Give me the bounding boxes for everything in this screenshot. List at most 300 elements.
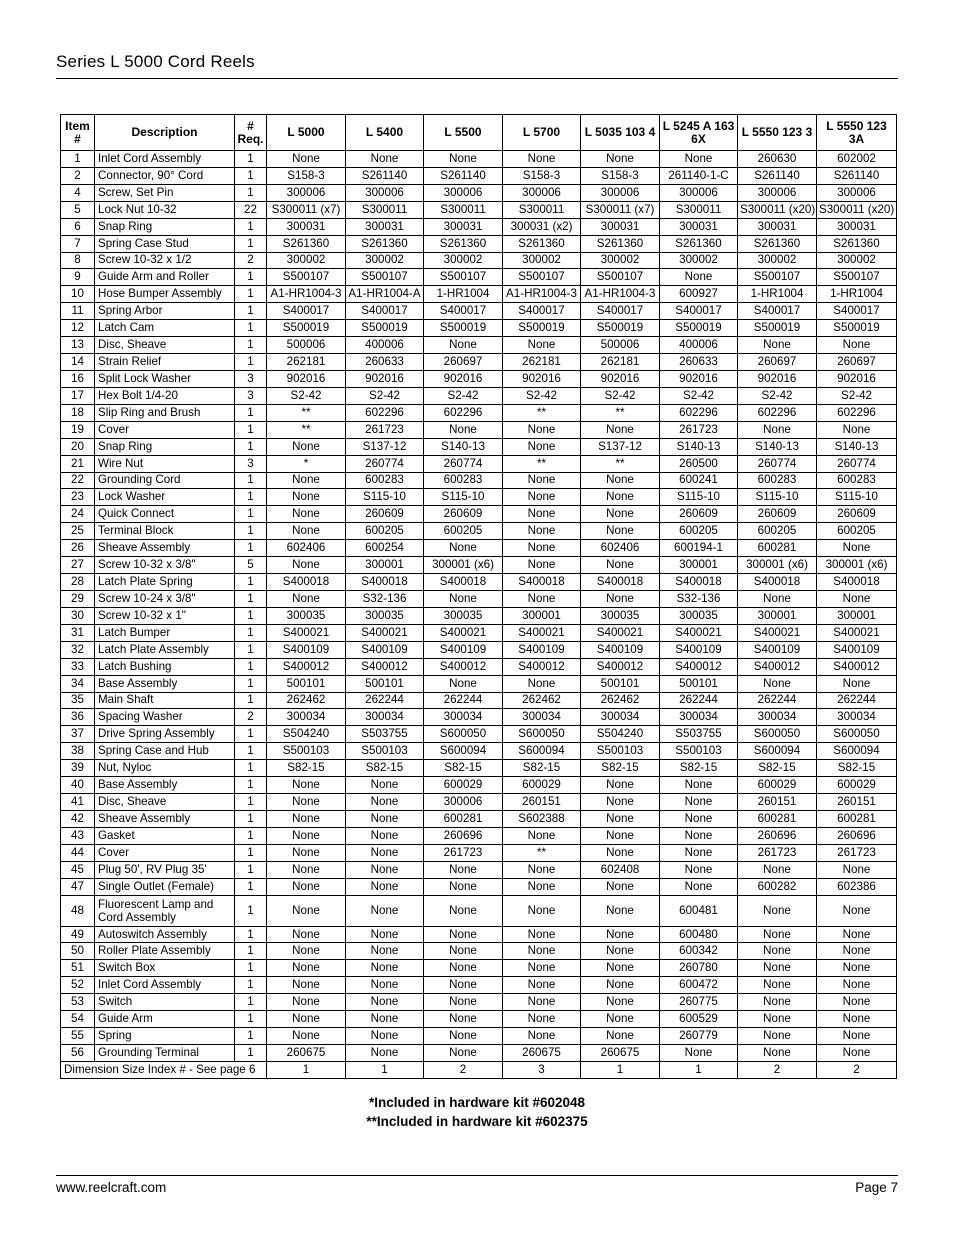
- table-cell-l-5700: 300031 (x2): [503, 218, 581, 235]
- table-cell-item-number: 24: [61, 506, 95, 523]
- table-cell-l-5550-123-3: None: [738, 1028, 817, 1045]
- table-cell-l-5400: None: [346, 861, 424, 878]
- table-cell-l-5000: None: [267, 926, 346, 943]
- table-row: [61, 895, 897, 926]
- table-cell-l-5000: *: [267, 455, 346, 472]
- column-header-l-5000: L 5000: [267, 115, 346, 151]
- table-cell-l-5000: S261360: [267, 235, 346, 252]
- table-row: [61, 286, 897, 303]
- table-cell-description: Inlet Cord Assembly: [95, 977, 235, 994]
- table-cell-l-5550-123-3a: 602002: [817, 151, 897, 168]
- table-cell-l-5400: S400018: [346, 574, 424, 591]
- table-cell-l-5550-123-3: 600281: [738, 540, 817, 557]
- table-cell-item-number: 19: [61, 421, 95, 438]
- table-cell-description: Slip Ring and Brush: [95, 404, 235, 421]
- table-cell-l-5700: None: [503, 895, 581, 926]
- table-row: [61, 252, 897, 269]
- table-cell-l-5245-a-163-6x: 300035: [660, 607, 738, 624]
- table-cell-l-5000: None: [267, 794, 346, 811]
- table-cell-quantity-required: 3: [235, 455, 267, 472]
- table-cell-item-number: 38: [61, 743, 95, 760]
- table-cell-l-5000: S400012: [267, 658, 346, 675]
- table-row: [61, 218, 897, 235]
- table-cell-l-5245-a-163-6x: 260609: [660, 506, 738, 523]
- table-cell-description: Fluorescent Lamp and Cord Assembly: [95, 895, 235, 926]
- table-cell-quantity-required: 1: [235, 960, 267, 977]
- table-cell-description: Cover: [95, 421, 235, 438]
- table-cell-l-5700: None: [503, 557, 581, 574]
- table-cell-item-number: 54: [61, 1011, 95, 1028]
- table-cell-item-number: 17: [61, 387, 95, 404]
- table-cell-item-number: 16: [61, 370, 95, 387]
- table-cell-description: Spring Case and Hub: [95, 743, 235, 760]
- table-row: [61, 354, 897, 371]
- table-cell-l-5400: None: [346, 794, 424, 811]
- table-cell-l-5550-123-3a: 261723: [817, 844, 897, 861]
- table-cell-description: Latch Bumper: [95, 624, 235, 641]
- table-cell-quantity-required: 1: [235, 777, 267, 794]
- table-cell-description: Connector, 90° Cord: [95, 167, 235, 184]
- table-cell-l-5400: None: [346, 895, 424, 926]
- table-cell-l-5700: S600094: [503, 743, 581, 760]
- table-cell-description: Switch: [95, 994, 235, 1011]
- table-cell-item-number: 9: [61, 269, 95, 286]
- table-row: [61, 994, 897, 1011]
- table-cell-l-5245-a-163-6x: 600472: [660, 977, 738, 994]
- table-cell-item-number: 32: [61, 641, 95, 658]
- table-cell-l-5035-103-4: S400012: [581, 658, 660, 675]
- table-cell-quantity-required: 1: [235, 218, 267, 235]
- table-cell-l-5035-103-4: None: [581, 895, 660, 926]
- table-cell-l-5700: None: [503, 506, 581, 523]
- table-cell-l-5550-123-3: 262244: [738, 692, 817, 709]
- table-cell-l-5035-103-4: None: [581, 827, 660, 844]
- table-cell-description: Drive Spring Assembly: [95, 726, 235, 743]
- table-cell-l-5500: None: [424, 861, 503, 878]
- table-cell-l-5700: None: [503, 960, 581, 977]
- table-cell-l-5550-123-3: None: [738, 1011, 817, 1028]
- table-cell-l-5035-103-4: 500006: [581, 337, 660, 354]
- table-cell-description: Inlet Cord Assembly: [95, 151, 235, 168]
- table-row: [61, 926, 897, 943]
- table-cell-l-5500: S300011: [424, 201, 503, 218]
- table-cell-l-5400: 260774: [346, 455, 424, 472]
- parts-table: [60, 114, 897, 1079]
- table-cell-l-5550-123-3a: S400017: [817, 303, 897, 320]
- table-cell-l-5245-a-163-6x: S400021: [660, 624, 738, 641]
- table-cell-l-5550-123-3a: S500107: [817, 269, 897, 286]
- dimension-size-value: 2: [738, 1061, 817, 1078]
- table-cell-l-5550-123-3a: None: [817, 675, 897, 692]
- table-cell-description: Split Lock Washer: [95, 370, 235, 387]
- table-cell-l-5700: S82-15: [503, 760, 581, 777]
- table-cell-l-5400: 262244: [346, 692, 424, 709]
- table-row: [61, 590, 897, 607]
- table-cell-quantity-required: 2: [235, 709, 267, 726]
- table-cell-l-5400: 300034: [346, 709, 424, 726]
- table-cell-l-5245-a-163-6x: S82-15: [660, 760, 738, 777]
- table-cell-l-5035-103-4: None: [581, 960, 660, 977]
- table-cell-l-5550-123-3a: None: [817, 421, 897, 438]
- table-cell-l-5000: None: [267, 878, 346, 895]
- table-cell-l-5000: A1-HR1004-3: [267, 286, 346, 303]
- dimension-size-value: 1: [346, 1061, 424, 1078]
- table-cell-description: Snap Ring: [95, 218, 235, 235]
- table-cell-l-5035-103-4: 262462: [581, 692, 660, 709]
- table-cell-description: Grounding Terminal: [95, 1045, 235, 1062]
- column-header-description: Description: [95, 115, 235, 151]
- table-cell-l-5550-123-3a: 602386: [817, 878, 897, 895]
- table-cell-l-5550-123-3a: None: [817, 540, 897, 557]
- table-cell-description: Latch Plate Assembly: [95, 641, 235, 658]
- footer-website[interactable]: www.reelcraft.com: [56, 1180, 167, 1195]
- table-cell-l-5550-123-3a: S82-15: [817, 760, 897, 777]
- table-cell-l-5500: S400012: [424, 658, 503, 675]
- table-cell-l-5035-103-4: 300034: [581, 709, 660, 726]
- table-cell-l-5245-a-163-6x: S300011: [660, 201, 738, 218]
- table-cell-l-5035-103-4: S400018: [581, 574, 660, 591]
- table-row: [61, 878, 897, 895]
- table-cell-l-5550-123-3a: 1-HR1004: [817, 286, 897, 303]
- table-cell-l-5550-123-3: S500107: [738, 269, 817, 286]
- table-cell-l-5700: 902016: [503, 370, 581, 387]
- table-cell-l-5550-123-3: None: [738, 943, 817, 960]
- table-cell-description: Spring Case Stud: [95, 235, 235, 252]
- table-cell-l-5000: None: [267, 960, 346, 977]
- table-cell-l-5700: 260675: [503, 1045, 581, 1062]
- table-cell-l-5035-103-4: S2-42: [581, 387, 660, 404]
- table-cell-item-number: 36: [61, 709, 95, 726]
- table-cell-l-5500: S400021: [424, 624, 503, 641]
- table-cell-l-5400: 600205: [346, 523, 424, 540]
- table-cell-quantity-required: 1: [235, 151, 267, 168]
- table-cell-l-5550-123-3a: 300006: [817, 184, 897, 201]
- page-number: Page 7: [855, 1180, 898, 1195]
- table-cell-quantity-required: 1: [235, 743, 267, 760]
- table-cell-l-5500: S82-15: [424, 760, 503, 777]
- table-cell-l-5550-123-3: 260151: [738, 794, 817, 811]
- table-cell-l-5700: 260151: [503, 794, 581, 811]
- table-cell-l-5700: None: [503, 151, 581, 168]
- table-cell-item-number: 11: [61, 303, 95, 320]
- table-cell-l-5550-123-3: 260630: [738, 151, 817, 168]
- table-cell-quantity-required: 1: [235, 895, 267, 926]
- table-cell-l-5035-103-4: 902016: [581, 370, 660, 387]
- table-cell-description: Screw, Set Pin: [95, 184, 235, 201]
- table-cell-quantity-required: 1: [235, 607, 267, 624]
- table-cell-item-number: 23: [61, 489, 95, 506]
- table-cell-l-5500: 902016: [424, 370, 503, 387]
- table-cell-l-5245-a-163-6x: S500019: [660, 320, 738, 337]
- table-cell-l-5000: 262462: [267, 692, 346, 709]
- table-cell-item-number: 44: [61, 844, 95, 861]
- table-cell-l-5700: None: [503, 675, 581, 692]
- table-cell-description: Sheave Assembly: [95, 810, 235, 827]
- table-cell-quantity-required: 1: [235, 235, 267, 252]
- table-row: [61, 455, 897, 472]
- table-cell-item-number: 42: [61, 810, 95, 827]
- table-cell-l-5035-103-4: None: [581, 506, 660, 523]
- table-cell-l-5700: S300011: [503, 201, 581, 218]
- table-cell-l-5245-a-163-6x: 602296: [660, 404, 738, 421]
- table-cell-item-number: 55: [61, 1028, 95, 1045]
- table-cell-quantity-required: 1: [235, 523, 267, 540]
- table-row: [61, 641, 897, 658]
- table-cell-l-5000: None: [267, 151, 346, 168]
- table-cell-quantity-required: 3: [235, 370, 267, 387]
- table-row: [61, 201, 897, 218]
- table-cell-l-5550-123-3: None: [738, 861, 817, 878]
- table-cell-description: Roller Plate Assembly: [95, 943, 235, 960]
- table-cell-l-5245-a-163-6x: 300006: [660, 184, 738, 201]
- table-cell-l-5000: None: [267, 844, 346, 861]
- table-cell-l-5000: S400021: [267, 624, 346, 641]
- column-header-l-5035-103-4: L 5035 103 4: [581, 115, 660, 151]
- table-cell-l-5000: 300035: [267, 607, 346, 624]
- note-hardware-kit-2: **Included in hardware kit #602375: [366, 1114, 588, 1129]
- table-cell-l-5000: 602406: [267, 540, 346, 557]
- table-cell-l-5000: None: [267, 590, 346, 607]
- table-cell-item-number: 14: [61, 354, 95, 371]
- table-cell-quantity-required: 1: [235, 438, 267, 455]
- table-cell-description: Cover: [95, 844, 235, 861]
- table-cell-l-5000: S504240: [267, 726, 346, 743]
- table-cell-item-number: 53: [61, 994, 95, 1011]
- table-cell-l-5000: None: [267, 861, 346, 878]
- table-cell-l-5000: None: [267, 827, 346, 844]
- table-cell-quantity-required: 1: [235, 540, 267, 557]
- table-cell-item-number: 47: [61, 878, 95, 895]
- table-row: [61, 523, 897, 540]
- table-cell-l-5500: None: [424, 994, 503, 1011]
- table-cell-l-5550-123-3: 600205: [738, 523, 817, 540]
- table-cell-l-5035-103-4: None: [581, 926, 660, 943]
- table-cell-l-5500: 260609: [424, 506, 503, 523]
- table-cell-l-5035-103-4: None: [581, 472, 660, 489]
- table-cell-l-5550-123-3: 260774: [738, 455, 817, 472]
- table-cell-l-5500: 300031: [424, 218, 503, 235]
- table-cell-description: Nut, Nyloc: [95, 760, 235, 777]
- table-cell-item-number: 4: [61, 184, 95, 201]
- table-cell-l-5400: None: [346, 1045, 424, 1062]
- table-cell-l-5000: None: [267, 1011, 346, 1028]
- table-cell-l-5000: None: [267, 506, 346, 523]
- table-cell-l-5550-123-3a: 260151: [817, 794, 897, 811]
- table-cell-l-5550-123-3: S400017: [738, 303, 817, 320]
- table-cell-item-number: 13: [61, 337, 95, 354]
- table-cell-l-5245-a-163-6x: S400017: [660, 303, 738, 320]
- table-cell-l-5550-123-3: 300001: [738, 607, 817, 624]
- table-cell-l-5400: 300031: [346, 218, 424, 235]
- table-cell-l-5550-123-3a: None: [817, 994, 897, 1011]
- table-cell-l-5550-123-3: 600282: [738, 878, 817, 895]
- table-cell-quantity-required: 1: [235, 994, 267, 1011]
- table-cell-l-5550-123-3: None: [738, 1045, 817, 1062]
- table-cell-l-5700: None: [503, 472, 581, 489]
- table-cell-l-5035-103-4: None: [581, 777, 660, 794]
- table-cell-l-5700: S158-3: [503, 167, 581, 184]
- table-row: [61, 489, 897, 506]
- table-cell-item-number: 30: [61, 607, 95, 624]
- table-cell-l-5245-a-163-6x: 262244: [660, 692, 738, 709]
- table-cell-description: Hex Bolt 1/4-20: [95, 387, 235, 404]
- table-cell-l-5035-103-4: S158-3: [581, 167, 660, 184]
- table-cell-l-5245-a-163-6x: 260500: [660, 455, 738, 472]
- table-cell-l-5500: None: [424, 540, 503, 557]
- table-cell-l-5000: S300011 (x7): [267, 201, 346, 218]
- table-row: [61, 320, 897, 337]
- table-cell-l-5550-123-3: S600050: [738, 726, 817, 743]
- table-cell-l-5400: None: [346, 810, 424, 827]
- table-cell-l-5035-103-4: 260675: [581, 1045, 660, 1062]
- table-cell-l-5550-123-3a: 260609: [817, 506, 897, 523]
- table-cell-quantity-required: 1: [235, 590, 267, 607]
- table-cell-l-5500: 600029: [424, 777, 503, 794]
- table-cell-l-5400: S503755: [346, 726, 424, 743]
- table-cell-l-5035-103-4: S82-15: [581, 760, 660, 777]
- table-cell-l-5245-a-163-6x: None: [660, 827, 738, 844]
- table-cell-item-number: 31: [61, 624, 95, 641]
- table-cell-l-5550-123-3: S261140: [738, 167, 817, 184]
- table-cell-l-5400: S400012: [346, 658, 424, 675]
- table-cell-quantity-required: 1: [235, 574, 267, 591]
- table-cell-item-number: 21: [61, 455, 95, 472]
- table-cell-l-5245-a-163-6x: None: [660, 861, 738, 878]
- table-cell-l-5000: None: [267, 994, 346, 1011]
- page-title: Series L 5000 Cord Reels: [56, 52, 255, 71]
- table-cell-l-5550-123-3: S115-10: [738, 489, 817, 506]
- table-cell-quantity-required: 22: [235, 201, 267, 218]
- hardware-kit-notes: [0, 1093, 954, 1131]
- table-cell-l-5400: S500019: [346, 320, 424, 337]
- table-cell-l-5035-103-4: **: [581, 404, 660, 421]
- table-cell-l-5550-123-3: 300034: [738, 709, 817, 726]
- table-cell-description: Latch Cam: [95, 320, 235, 337]
- table-cell-l-5400: None: [346, 777, 424, 794]
- table-cell-l-5245-a-163-6x: None: [660, 151, 738, 168]
- table-cell-l-5550-123-3a: S400018: [817, 574, 897, 591]
- dimension-size-value: 2: [424, 1061, 503, 1078]
- table-cell-l-5550-123-3a: S400021: [817, 624, 897, 641]
- table-cell-l-5500: S140-13: [424, 438, 503, 455]
- table-cell-l-5035-103-4: S300011 (x7): [581, 201, 660, 218]
- table-cell-description: Strain Relief: [95, 354, 235, 371]
- table-cell-quantity-required: 1: [235, 675, 267, 692]
- table-cell-quantity-required: 1: [235, 320, 267, 337]
- table-cell-l-5245-a-163-6x: 261140-1-C: [660, 167, 738, 184]
- table-cell-l-5500: S261360: [424, 235, 503, 252]
- table-cell-l-5500: 600205: [424, 523, 503, 540]
- table-cell-l-5035-103-4: None: [581, 794, 660, 811]
- table-cell-quantity-required: 1: [235, 641, 267, 658]
- table-cell-l-5550-123-3a: S2-42: [817, 387, 897, 404]
- table-row: [61, 760, 897, 777]
- table-cell-l-5400: 600283: [346, 472, 424, 489]
- table-cell-l-5550-123-3: None: [738, 675, 817, 692]
- column-header-l-5550-123-3: L 5550 123 3: [738, 115, 817, 151]
- table-cell-l-5550-123-3: None: [738, 960, 817, 977]
- table-cell-l-5400: None: [346, 878, 424, 895]
- table-cell-description: Snap Ring: [95, 438, 235, 455]
- table-cell-l-5035-103-4: None: [581, 1011, 660, 1028]
- table-cell-l-5500: None: [424, 960, 503, 977]
- table-cell-l-5400: S115-10: [346, 489, 424, 506]
- table-cell-l-5550-123-3: S300011 (x20): [738, 201, 817, 218]
- table-cell-l-5550-123-3a: S600050: [817, 726, 897, 743]
- table-cell-description: Quick Connect: [95, 506, 235, 523]
- table-cell-item-number: 50: [61, 943, 95, 960]
- table-cell-description: Lock Washer: [95, 489, 235, 506]
- table-cell-l-5400: None: [346, 1028, 424, 1045]
- table-cell-l-5245-a-163-6x: S2-42: [660, 387, 738, 404]
- table-cell-l-5035-103-4: None: [581, 151, 660, 168]
- table-cell-l-5400: None: [346, 994, 424, 1011]
- table-cell-l-5550-123-3a: S400012: [817, 658, 897, 675]
- table-cell-item-number: 27: [61, 557, 95, 574]
- table-cell-l-5500: 300002: [424, 252, 503, 269]
- table-cell-quantity-required: 1: [235, 184, 267, 201]
- table-cell-l-5550-123-3: 902016: [738, 370, 817, 387]
- table-cell-l-5000: 902016: [267, 370, 346, 387]
- table-cell-l-5000: S500103: [267, 743, 346, 760]
- table-cell-l-5400: S400017: [346, 303, 424, 320]
- table-cell-l-5000: S2-42: [267, 387, 346, 404]
- table-cell-l-5000: None: [267, 489, 346, 506]
- table-cell-l-5245-a-163-6x: 260780: [660, 960, 738, 977]
- table-cell-l-5700: None: [503, 977, 581, 994]
- table-cell-l-5550-123-3a: 600283: [817, 472, 897, 489]
- column-header-l-5500: L 5500: [424, 115, 503, 151]
- table-cell-item-number: 51: [61, 960, 95, 977]
- table-cell-l-5245-a-163-6x: S261360: [660, 235, 738, 252]
- table-cell-quantity-required: 1: [235, 726, 267, 743]
- table-cell-l-5400: None: [346, 1011, 424, 1028]
- table-cell-l-5700: **: [503, 455, 581, 472]
- table-cell-description: Hose Bumper Assembly: [95, 286, 235, 303]
- table-cell-l-5700: 262181: [503, 354, 581, 371]
- table-cell-item-number: 5: [61, 201, 95, 218]
- table-cell-description: Screw 10-32 x 1/2: [95, 252, 235, 269]
- table-cell-l-5550-123-3a: 600205: [817, 523, 897, 540]
- table-cell-description: Grounding Cord: [95, 472, 235, 489]
- table-cell-l-5550-123-3a: 300002: [817, 252, 897, 269]
- table-row: [61, 675, 897, 692]
- table-cell-l-5700: 300006: [503, 184, 581, 201]
- table-cell-l-5245-a-163-6x: 600529: [660, 1011, 738, 1028]
- table-cell-item-number: 1: [61, 151, 95, 168]
- table-cell-l-5035-103-4: 300035: [581, 607, 660, 624]
- table-row: [61, 269, 897, 286]
- table-row: [61, 404, 897, 421]
- table-cell-description: Guide Arm and Roller: [95, 269, 235, 286]
- table-row: [61, 624, 897, 641]
- table-cell-l-5035-103-4: S400109: [581, 641, 660, 658]
- table-cell-l-5700: None: [503, 994, 581, 1011]
- table-cell-l-5000: 300031: [267, 218, 346, 235]
- table-cell-l-5035-103-4: 300002: [581, 252, 660, 269]
- table-cell-l-5500: None: [424, 421, 503, 438]
- table-cell-l-5000: None: [267, 810, 346, 827]
- table-cell-l-5500: None: [424, 1011, 503, 1028]
- table-cell-l-5245-a-163-6x: S115-10: [660, 489, 738, 506]
- table-cell-l-5700: None: [503, 540, 581, 557]
- table-cell-l-5500: 260697: [424, 354, 503, 371]
- table-cell-l-5550-123-3: S82-15: [738, 760, 817, 777]
- table-cell-l-5035-103-4: None: [581, 943, 660, 960]
- dimension-size-row: [61, 1061, 897, 1078]
- table-cell-description: Latch Plate Spring: [95, 574, 235, 591]
- table-cell-quantity-required: 1: [235, 977, 267, 994]
